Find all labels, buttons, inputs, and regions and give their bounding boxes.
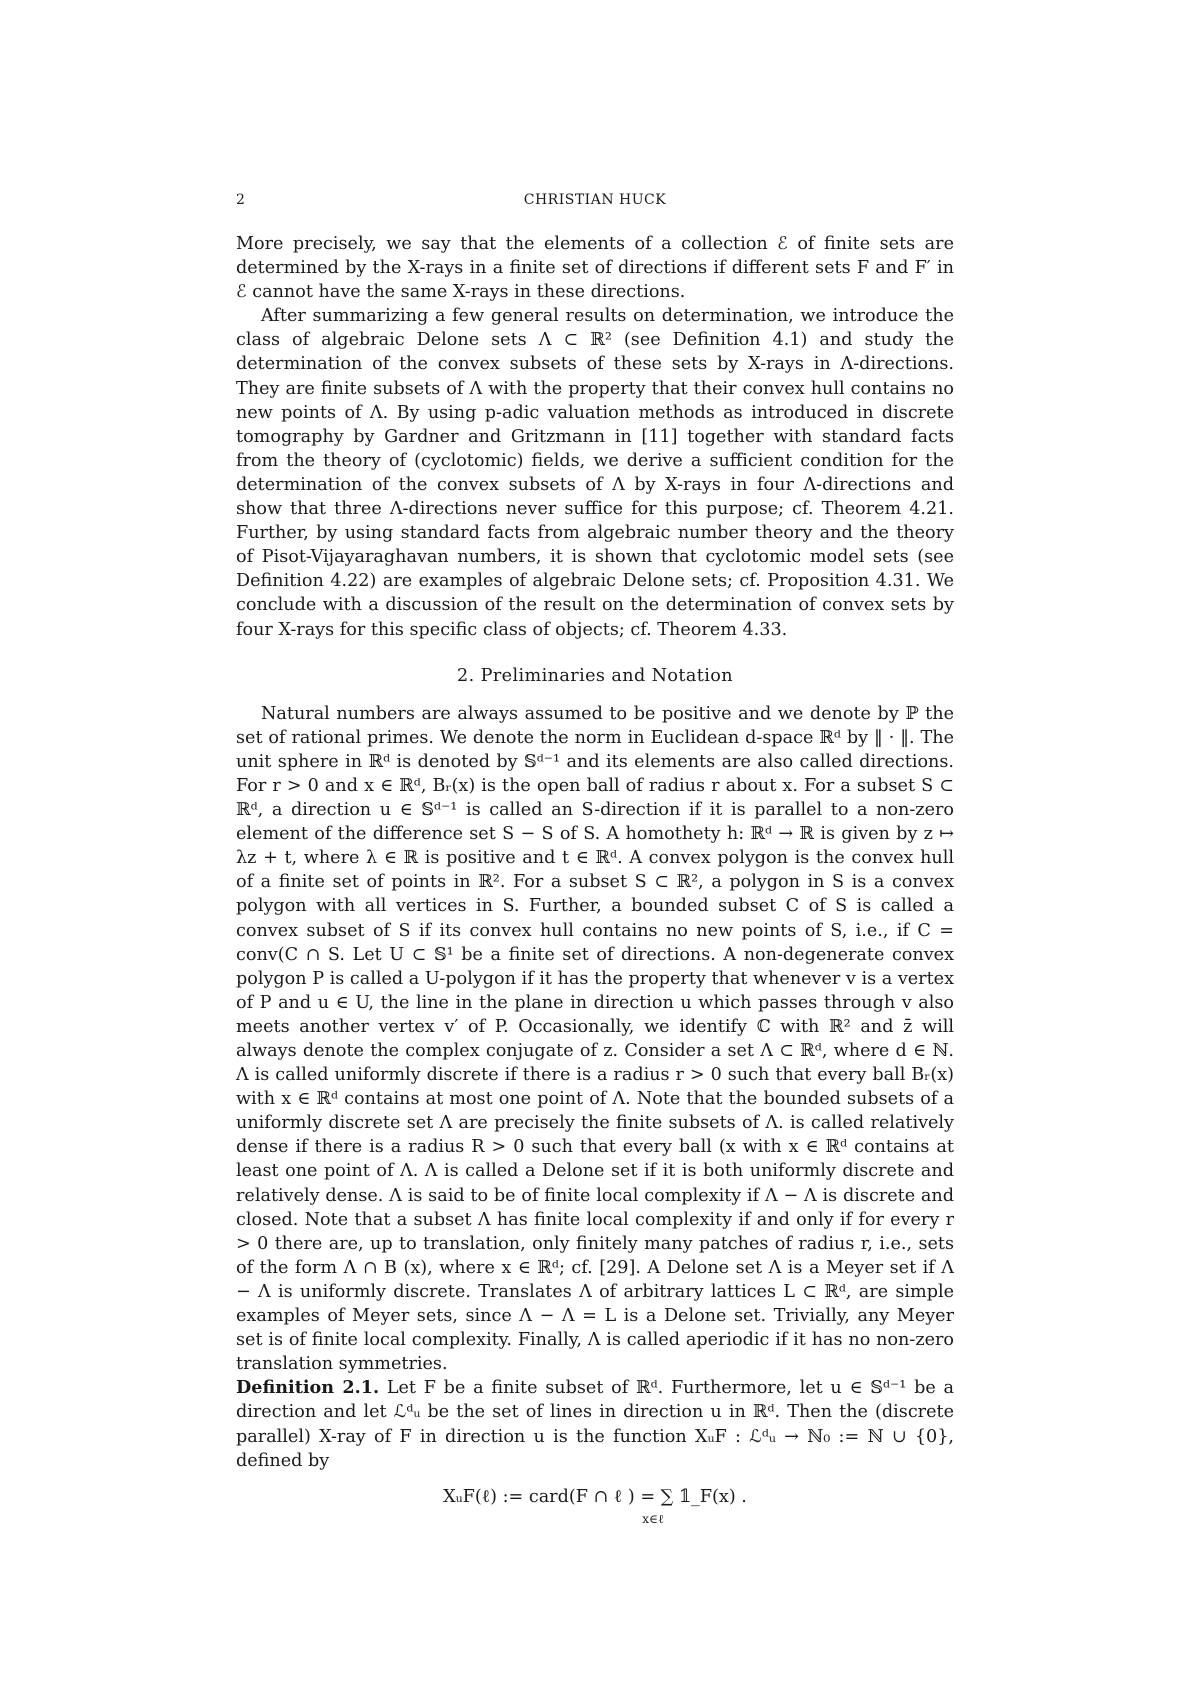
page-number: 2 — [236, 192, 245, 208]
display-formula: XᵤF(ℓ) := card(F ∩ ℓ ) = ∑ 𝟙_F(x) . — [443, 1486, 747, 1507]
formula-subscript: x∈ℓ — [642, 1511, 664, 1526]
section-paragraph-1: Natural numbers are always assumed to be positive and we denote by ℙ the set of rational primes. We denote the norm in Euclidean d-space ℝᵈ by ‖ · ‖. The unit sphere in ℝᵈ is denoted by 𝕊ᵈ⁻¹ and its elements are also called directions. For r > 0 and x ∈ ℝᵈ, Bᵣ(x) is the open ball of radius r about x. For a subset S ⊂ ℝᵈ, a direction u ∈ 𝕊ᵈ⁻¹ is called an S-direction if it is parallel to a non-zero element of the difference set S − S of S. A homothety h: ℝᵈ → ℝ is given by z ↦ λz + t, where λ ∈ ℝ is positive and t ∈ ℝᵈ. A convex polygon is the convex hull of a finite set of points in ℝ². For a subset S ⊂ ℝ², a polygon in S is a convex polygon with all vertices in S. Further, a bounded subset C of S is called a convex subset of S if its convex hull contains no new points of S, i.e., if C = conv(C ∩ S. Let U ⊂ 𝕊¹ be a finite set of directions. A non-degenerate convex polygon P is called a U-polygon if it has the property that whenever v is a vertex of P and u ∈ U, the line in the plane in direction u which passes through v also meets another vertex v′ of P. Occasionally, we identify ℂ with ℝ² and z̄ will always denote the complex conjugate of z. Consider a set Λ ⊂ ℝᵈ, where d ∈ ℕ. Λ is called uniformly discrete if there is a radius r > 0 such that every ball Bᵣ(x) with x ∈ ℝᵈ contains at most one point of Λ. Note that the bounded subsets of a uniformly discrete set Λ are precisely the finite subsets of Λ. is called relatively dense if there is a radius R > 0 such that every ball (x with x ∈ ℝᵈ contains at least one point of Λ. Λ is called a Delone set if it is both uniformly discrete and relatively dense. Λ is said to be of finite local complexity if Λ − Λ is discrete and closed. Note that a subset Λ has finite local complexity if and only if for every r > 0 there are, up to translation, only finitely many patches of radius r, i.e., sets of the form Λ ∩ B (x), where x ∈ ℝᵈ; cf. [29]. A Delone set Λ is a Meyer set if Λ − Λ is uniformly discrete. Translates Λ of arbitrary lattices L ⊂ ℝᵈ, are simple examples of Meyer sets, since Λ − Λ = L is a Delone set. Trivially, any Meyer set is of finite local complexity. Finally, Λ is called aperiodic if it has no non-zero translation symmetries. — [236, 703, 954, 1375]
definition-label: Definition 2.1. — [236, 1377, 380, 1399]
running-head: CHRISTIAN HUCK — [523, 192, 667, 208]
body-text — [236, 232, 954, 1531]
section-heading: 2. Preliminaries and Notation — [457, 665, 733, 686]
definition-text: Let F be a finite subset of ℝᵈ. Furthermore, let u ∈ 𝕊ᵈ⁻¹ be a direction and let ℒᵈᵤ be the set of lines in direction u in ℝᵈ. Then the (discrete parallel) X-ray of F in direction u is the function XᵤF : ℒᵈᵤ → ℕ₀ := ℕ ∪ {0}, defined by — [236, 1378, 954, 1471]
page-header — [236, 192, 954, 212]
definition-block — [236, 1376, 954, 1472]
intro-paragraph-2: After summarizing a few general results on determination, we introduce the class of algebraic Delone sets Λ ⊂ ℝ² (see Definition 4.1) and study the determination of the convex subsets of these sets by X-rays in Λ-directions. They are finite subsets of Λ with the property that their convex hull contains no new points of Λ. By using p-adic valuation methods as introduced in discrete tomography by Gardner and Gritzmann in [11] together with standard facts from the theory of (cyclotomic) fields, we derive a sufficient condition for the determination of the convex subsets of Λ by X-rays in four Λ-directions and show that three Λ-directions never suffice for this purpose; cf. Theorem 4.21. Further, by using standard facts from algebraic number theory and the theory of Pisot-Vijayaraghavan numbers, it is shown that cyclotomic model sets (see Definition 4.22) are examples of algebraic Delone sets; cf. Proposition 4.31. We conclude with a discussion of the result on the determination of convex sets by four X-rays for this specific class of objects; cf. Theorem 4.33. — [236, 306, 954, 640]
intro-paragraph-1: More precisely, we say that the elements of a collection ℰ of finite sets are determined by the X-rays in a finite set of directions if different sets F and F′ in ℰ cannot have the same X-rays in these directions. — [236, 234, 954, 303]
